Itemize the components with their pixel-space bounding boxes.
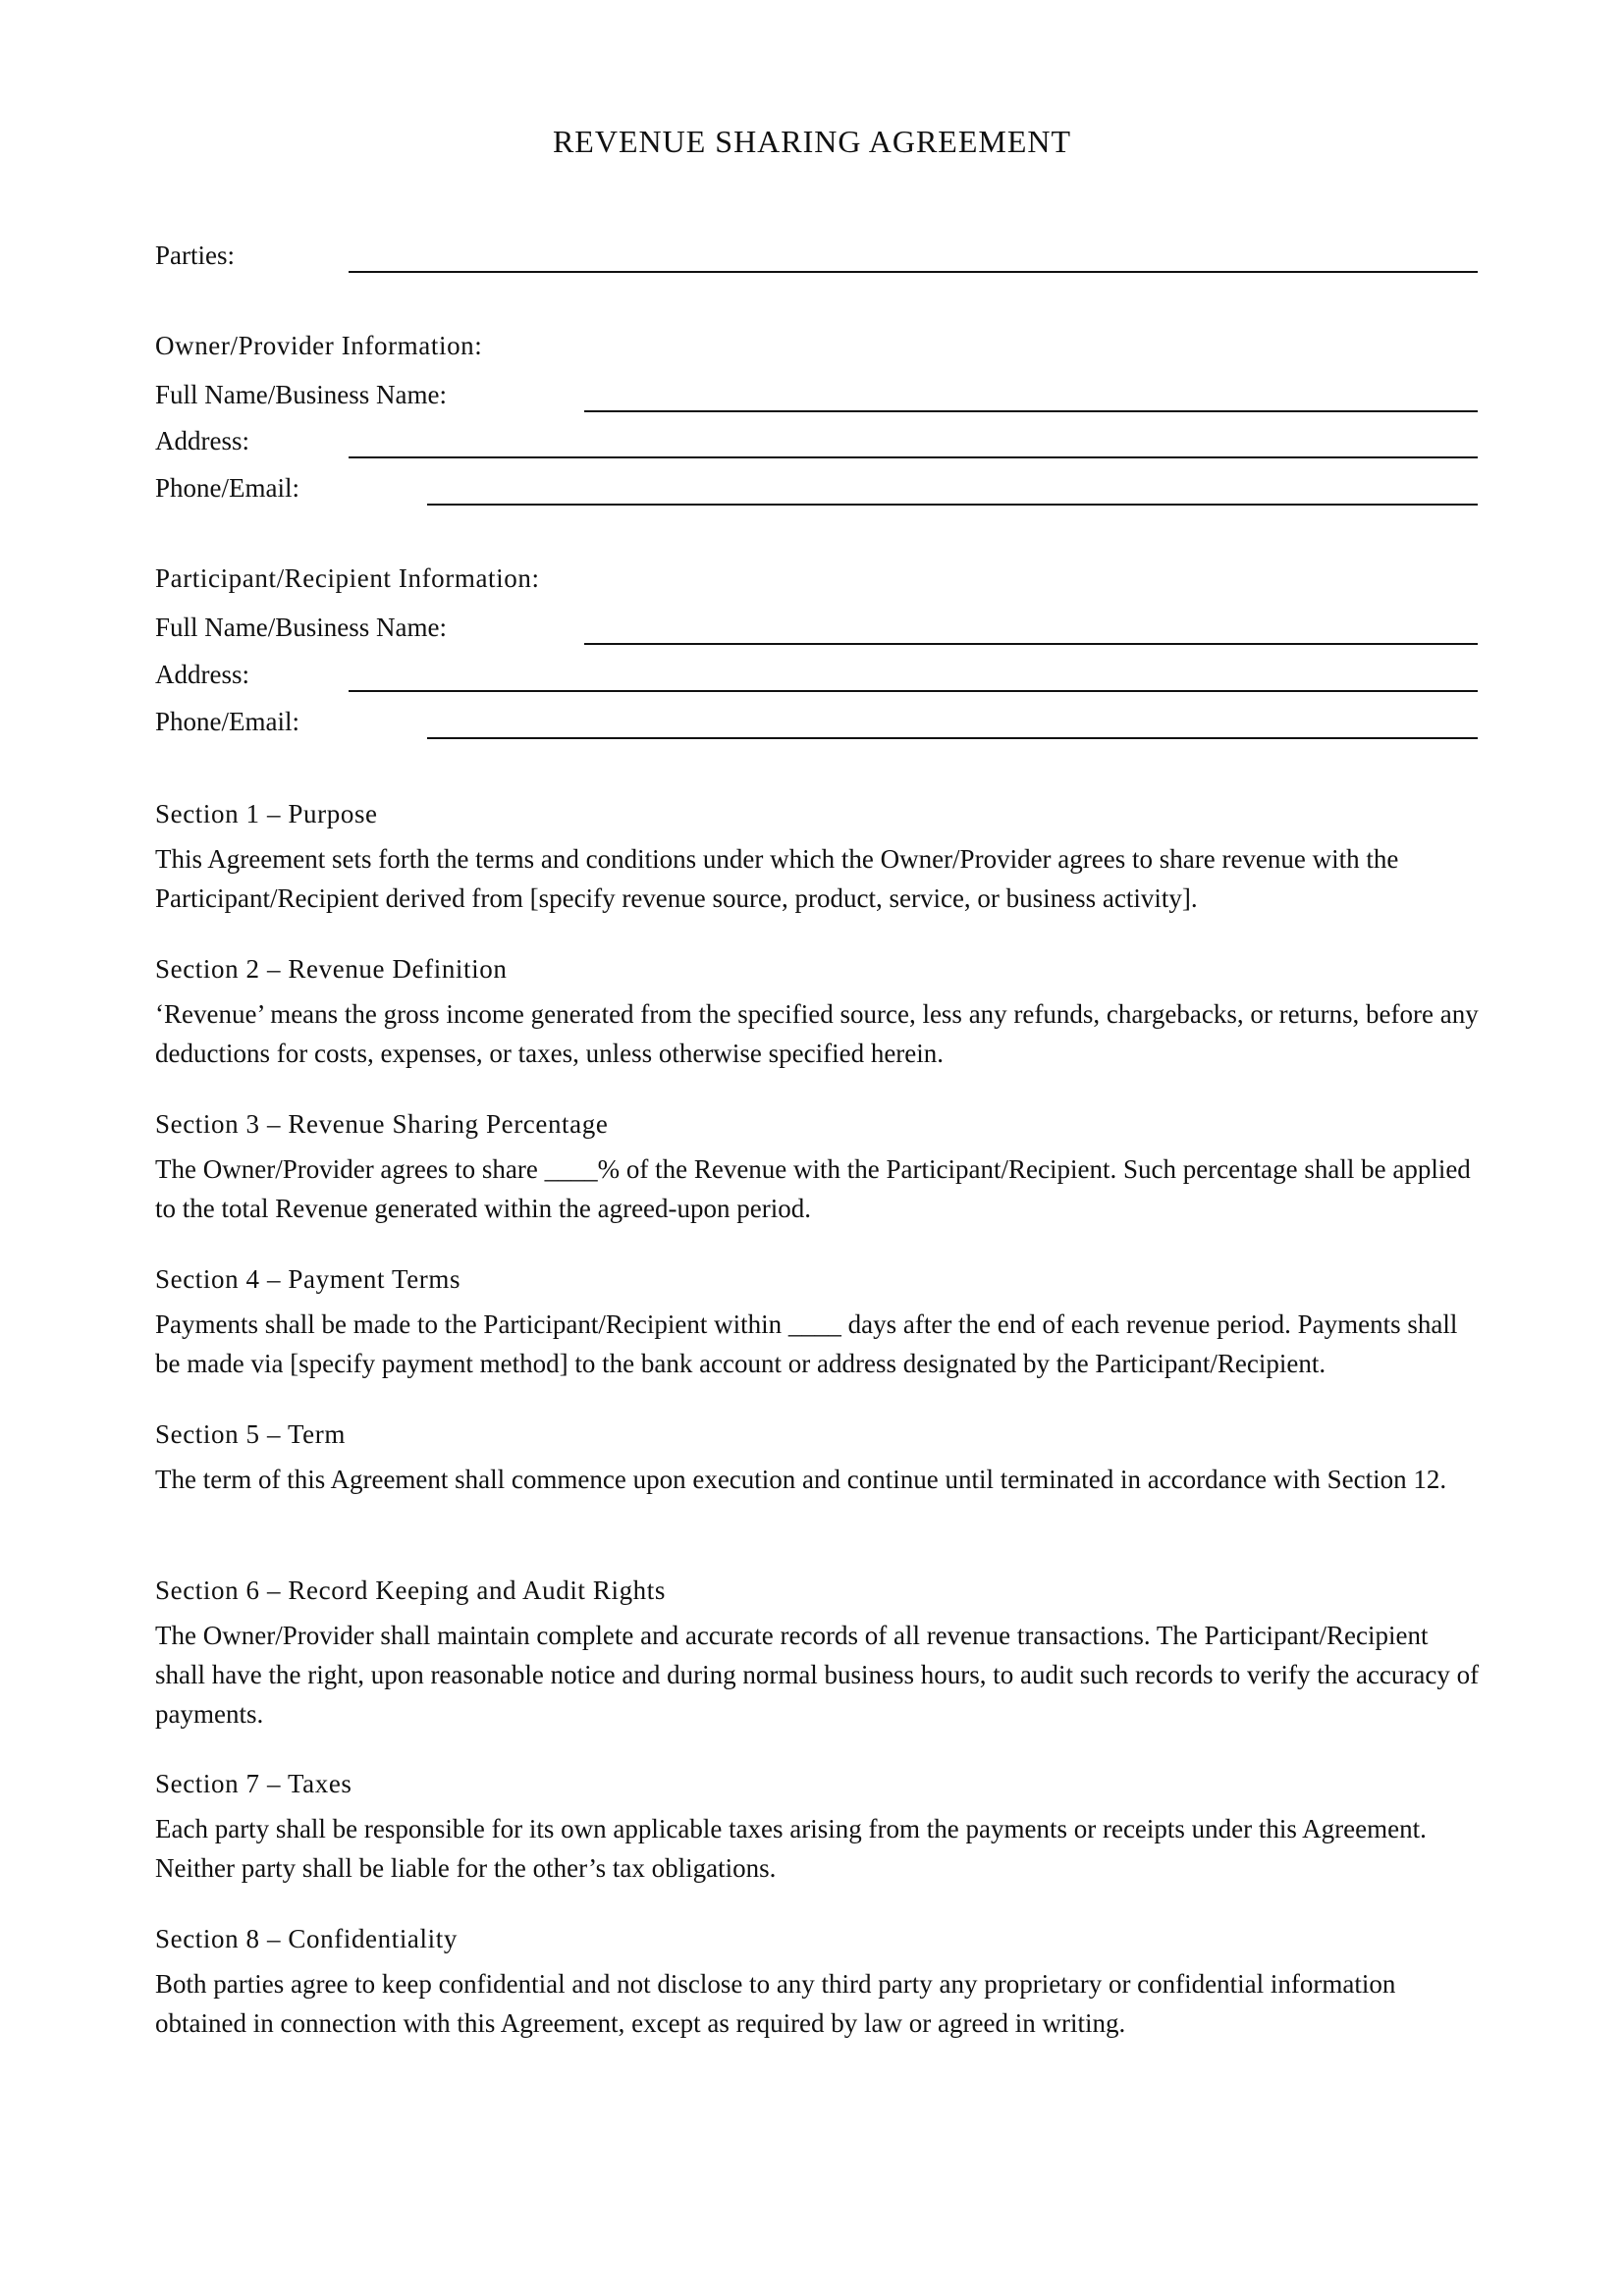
section-heading: Section 8 – Confidentiality bbox=[155, 1924, 458, 1953]
section-5-term bbox=[155, 1415, 1481, 1499]
section-text: This Agreement sets forth the terms and conditions under which the Owner/Provider agrees to share revenue with the Participant/Recipient derived from [specify revenue source, product, service, or business activity]. bbox=[155, 844, 1399, 913]
participant-address-field bbox=[155, 653, 1478, 692]
participant-name-label: Full Name/Business Name: bbox=[155, 613, 447, 642]
owner-address-blank-line[interactable] bbox=[349, 456, 1478, 458]
section-3-revenue-sharing-percentage bbox=[155, 1104, 1481, 1228]
owner-contact-blank-line[interactable] bbox=[427, 504, 1478, 506]
section-heading: Section 1 – Purpose bbox=[155, 799, 378, 828]
section-2-revenue-definition bbox=[155, 949, 1481, 1073]
owner-info-heading: Owner/Provider Information: bbox=[155, 331, 483, 360]
section-text: Payments shall be made to the Participant/Recipient within ____ days after the end of each revenue period. Payments shall be made via [specify payment method] to the bank account or address designated by the Participant/Recipient. bbox=[155, 1309, 1458, 1378]
participant-contact-field bbox=[155, 700, 1478, 739]
section-1-purpose bbox=[155, 794, 1481, 918]
section-heading: Section 3 – Revenue Sharing Percentage bbox=[155, 1109, 609, 1139]
participant-address-blank-line[interactable] bbox=[349, 690, 1478, 692]
owner-name-label: Full Name/Business Name: bbox=[155, 380, 447, 409]
section-heading: Section 4 – Payment Terms bbox=[155, 1264, 461, 1294]
section-7-taxes bbox=[155, 1764, 1481, 1888]
section-heading: Section 5 – Term bbox=[155, 1419, 346, 1449]
section-text: The term of this Agreement shall commence upon execution and continue until terminated in accordance with Section 12. bbox=[155, 1465, 1447, 1494]
participant-contact-label: Phone/Email: bbox=[155, 707, 299, 736]
section-6-record-keeping-audit-rights bbox=[155, 1571, 1481, 1734]
section-8-confidentiality bbox=[155, 1919, 1481, 2043]
owner-address-field bbox=[155, 419, 1478, 458]
owner-address-label: Address: bbox=[155, 426, 249, 455]
section-4-payment-terms bbox=[155, 1259, 1481, 1383]
participant-info-heading: Participant/Recipient Information: bbox=[155, 563, 540, 593]
section-heading: Section 6 – Record Keeping and Audit Rights bbox=[155, 1575, 666, 1605]
document-title: REVENUE SHARING AGREEMENT bbox=[552, 124, 1072, 159]
owner-name-blank-line[interactable] bbox=[584, 410, 1478, 412]
section-heading: Section 2 – Revenue Definition bbox=[155, 954, 508, 984]
section-text: The Owner/Provider shall maintain complete and accurate records of all revenue transactions. The Participant/Recipient shall have the right, upon reasonable notice and during normal business hours, to audit such records to verify the accuracy of payments. bbox=[155, 1621, 1480, 1729]
section-text: ‘Revenue’ means the gross income generated from the specified source, less any refunds, chargebacks, or returns, before any deductions for costs, expenses, or taxes, unless otherwise specified herein. bbox=[155, 999, 1479, 1068]
participant-address-label: Address: bbox=[155, 660, 249, 689]
section-text: Both parties agree to keep confidential and not disclose to any third party any proprietary or confidential information obtained in connection with this Agreement, except as required by law or agreed in writing. bbox=[155, 1969, 1396, 2038]
parties-blank-line[interactable] bbox=[349, 271, 1478, 273]
participant-name-field bbox=[155, 606, 1478, 645]
section-text: Each party shall be responsible for its own applicable taxes arising from the payments or receipts under this Agreement. Neither party shall be liable for the other’s tax obligations. bbox=[155, 1814, 1427, 1883]
owner-name-field bbox=[155, 373, 1478, 412]
parties-label: Parties: bbox=[155, 240, 235, 270]
participant-name-blank-line[interactable] bbox=[584, 643, 1478, 645]
owner-contact-field bbox=[155, 466, 1478, 506]
owner-contact-label: Phone/Email: bbox=[155, 473, 299, 503]
participant-contact-blank-line[interactable] bbox=[427, 737, 1478, 739]
section-text: The Owner/Provider agrees to share ____% of the Revenue with the Participant/Recipient. Such percentage shall be applied to the total Revenue generated within the agreed-upon period. bbox=[155, 1154, 1471, 1223]
parties-field bbox=[155, 234, 1478, 273]
section-heading: Section 7 – Taxes bbox=[155, 1769, 352, 1798]
